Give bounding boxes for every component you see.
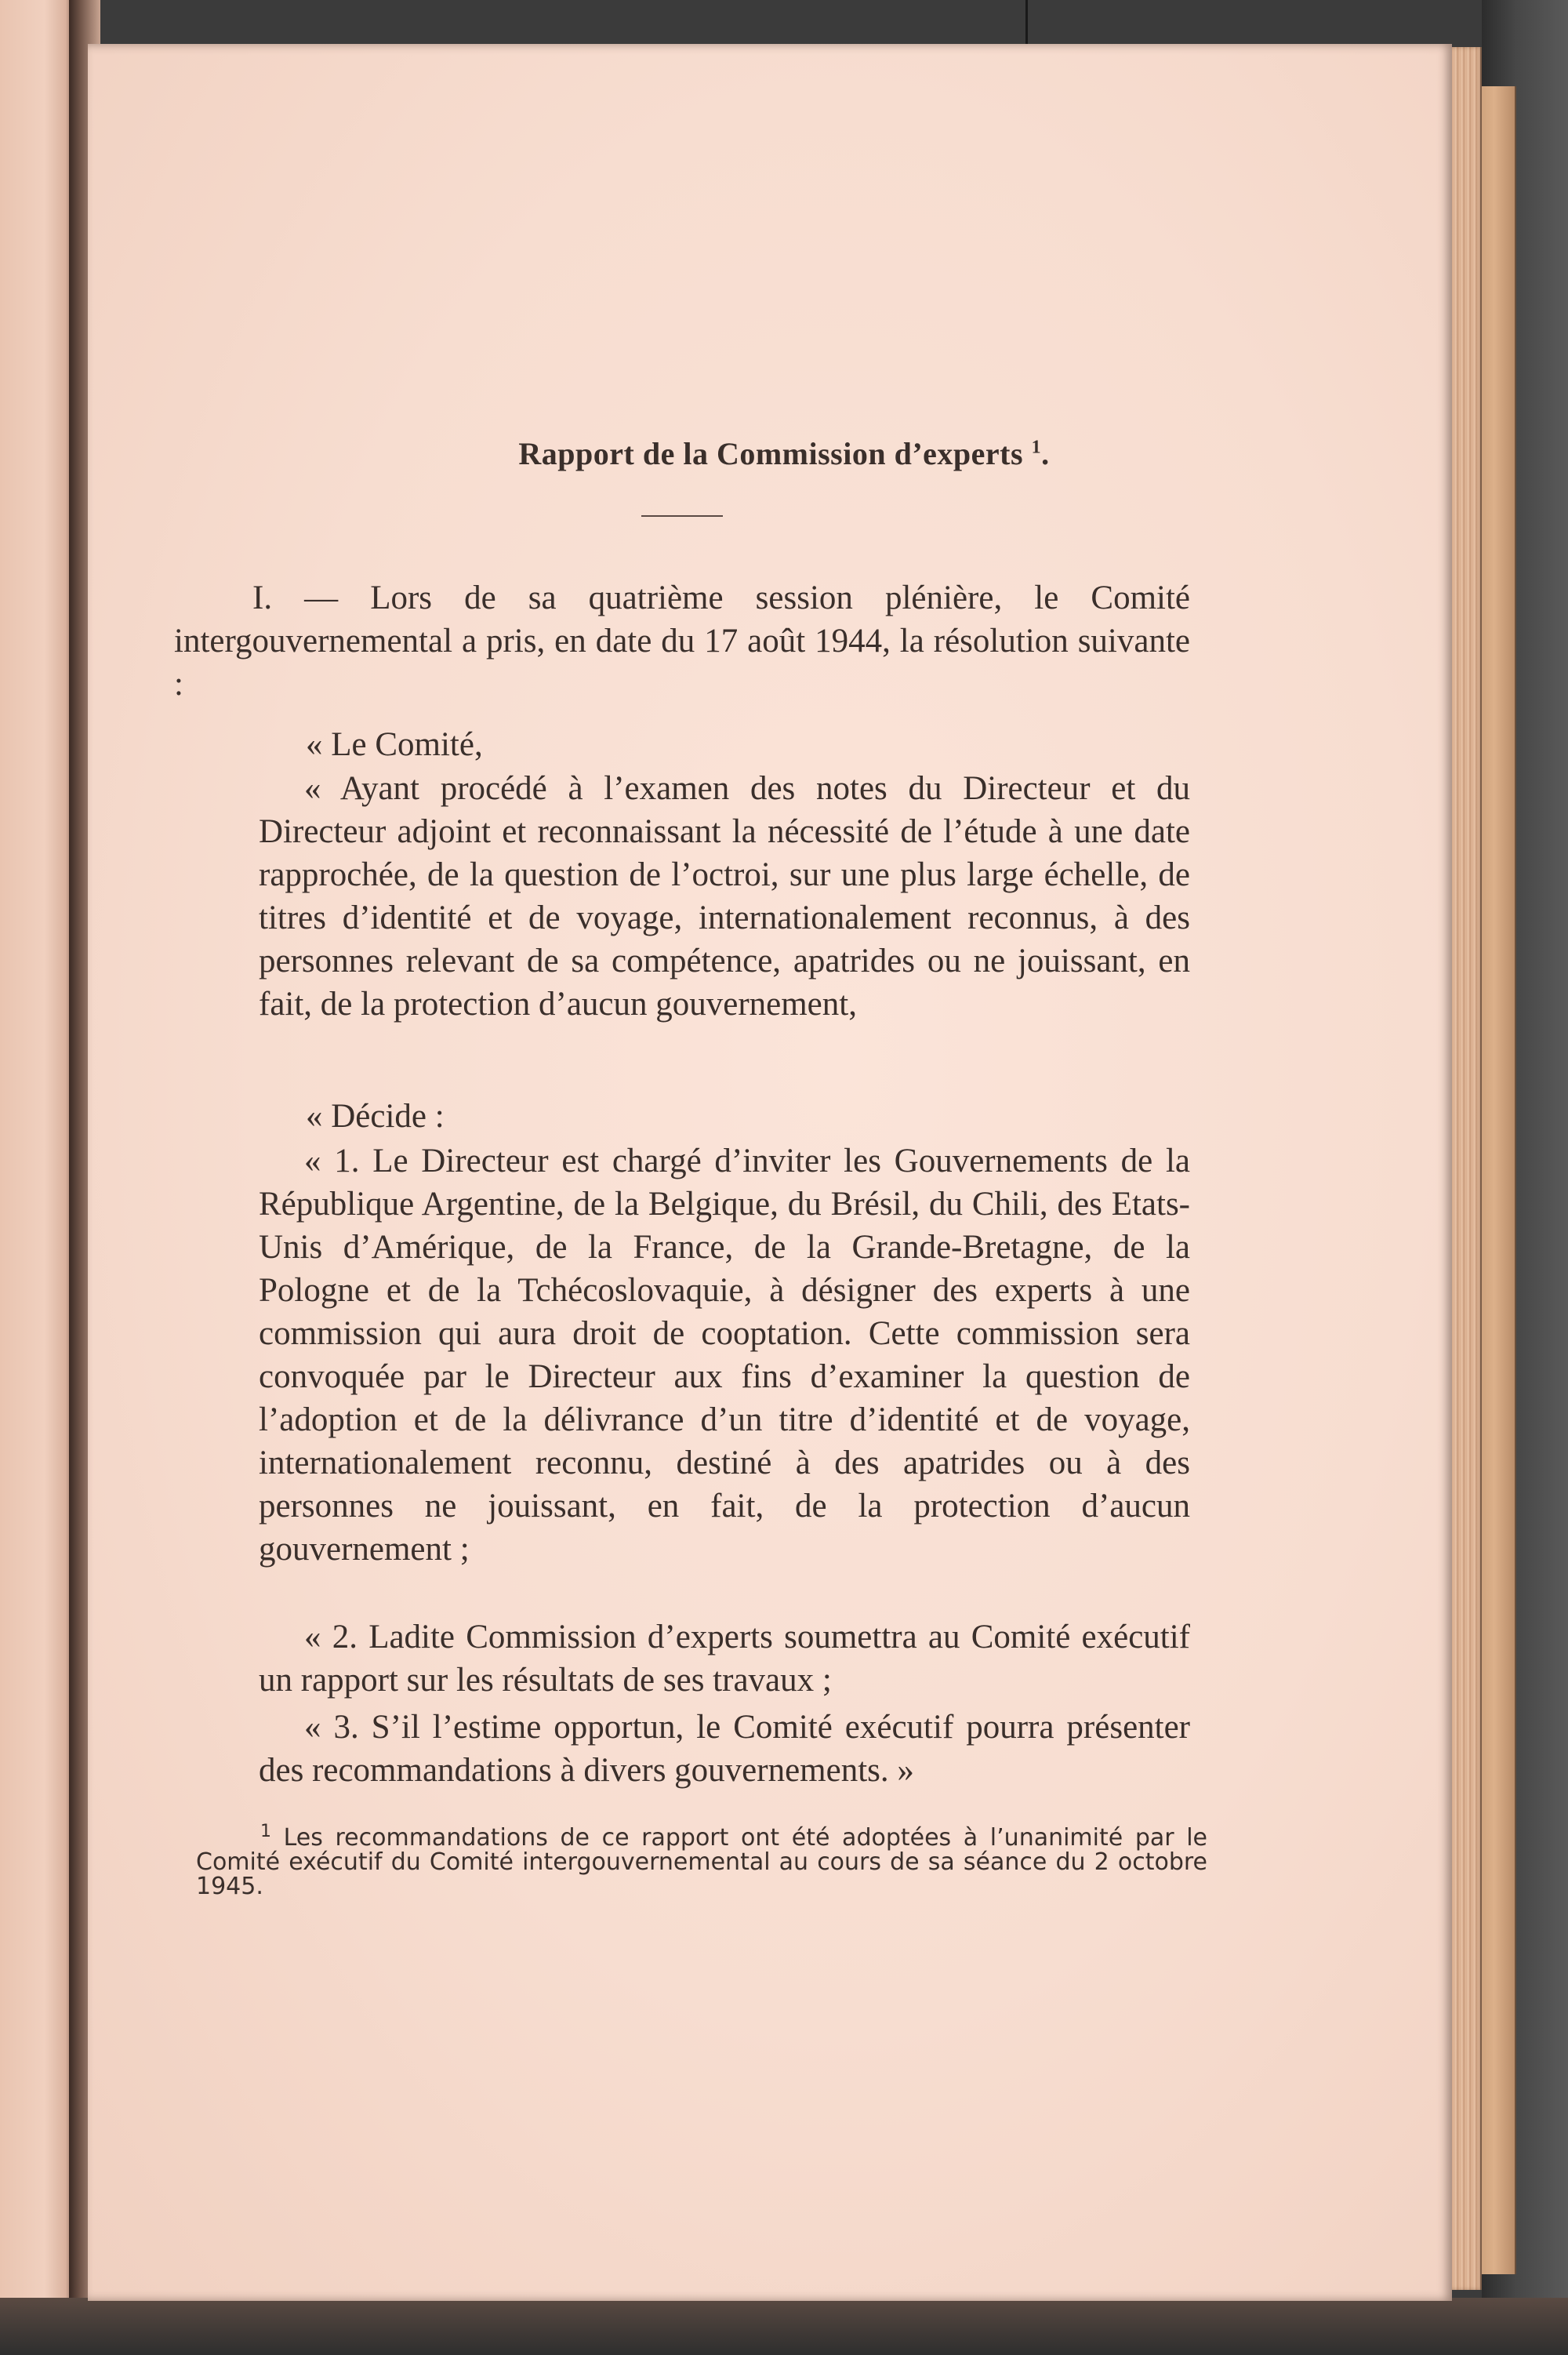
title-text: Rapport de la Commission d’experts	[518, 436, 1024, 471]
quote-decide: « Décide :	[306, 1098, 445, 1135]
paragraph-intro: I. — Lors de sa quatrième session plénière, le Comité intergouvernemental a pris, en date du 17 août 1944, la résolution suivante :	[174, 580, 1190, 703]
title-rule	[641, 515, 723, 517]
footnote-text: Les recommandations de ce rapport ont été adoptées à l’unanimité par le Comité exécutif du Comité intergouvernemental au cours de sa séance du 2 octobre 1945.	[196, 1824, 1207, 1900]
quote-opening: « Le Comité,	[306, 726, 483, 763]
bottom-shadow	[0, 2298, 1568, 2355]
resolution-point-2: « 2. Ladite Commission d’experts soumettra au Comité exécutif un rapport sur les résultats de ses travaux ;	[259, 1619, 1190, 1699]
page-title	[0, 435, 1568, 472]
background-edge-line	[1025, 0, 1028, 47]
footnote-mark: 1	[260, 1822, 271, 1841]
quote-considerations: « Ayant procédé à l’examen des notes du Directeur et du Directeur adjoint et reconnaissant la nécessité de l’étude à une date rapprochée, de la question de l’octroi, sur une plus large échelle, de titres d’identité et de voyage, internationalement reconnus, à des personnes relevant de sa compétence, apatrides ou ne jouissant, en fait, de la protection d’aucun gouvernement,	[259, 770, 1190, 1023]
facing-page-edge	[0, 0, 74, 2355]
resolution-point-1: « 1. Le Directeur est chargé d’inviter les Gouvernements de la République Argentine, de la Belgique, du Brésil, du Chili, des Etats-Unis d’Amérique, de la France, de la Grande-Bretagne, de la Pologne et de la Tchécoslovaquie, à désigner des experts à une commission qui aura droit de cooptation. Cette commission sera convoquée par le Directeur aux fins d’examiner la question de l’adoption et de la délivrance d’un titre d’identité et de voyage, internationalement reconnu, destiné à des apatrides ou à des personnes ne jouissant, en fait, de la protection d’aucun gouvernement ;	[259, 1143, 1190, 1568]
title-period: .	[1041, 436, 1050, 471]
resolution-point-3: « 3. S’il l’estime opportun, le Comité exécutif pourra présenter des recommandations à divers gouvernements. »	[259, 1709, 1190, 1789]
title-footnote-mark: 1	[1031, 437, 1042, 458]
footnote	[196, 1822, 1207, 1900]
